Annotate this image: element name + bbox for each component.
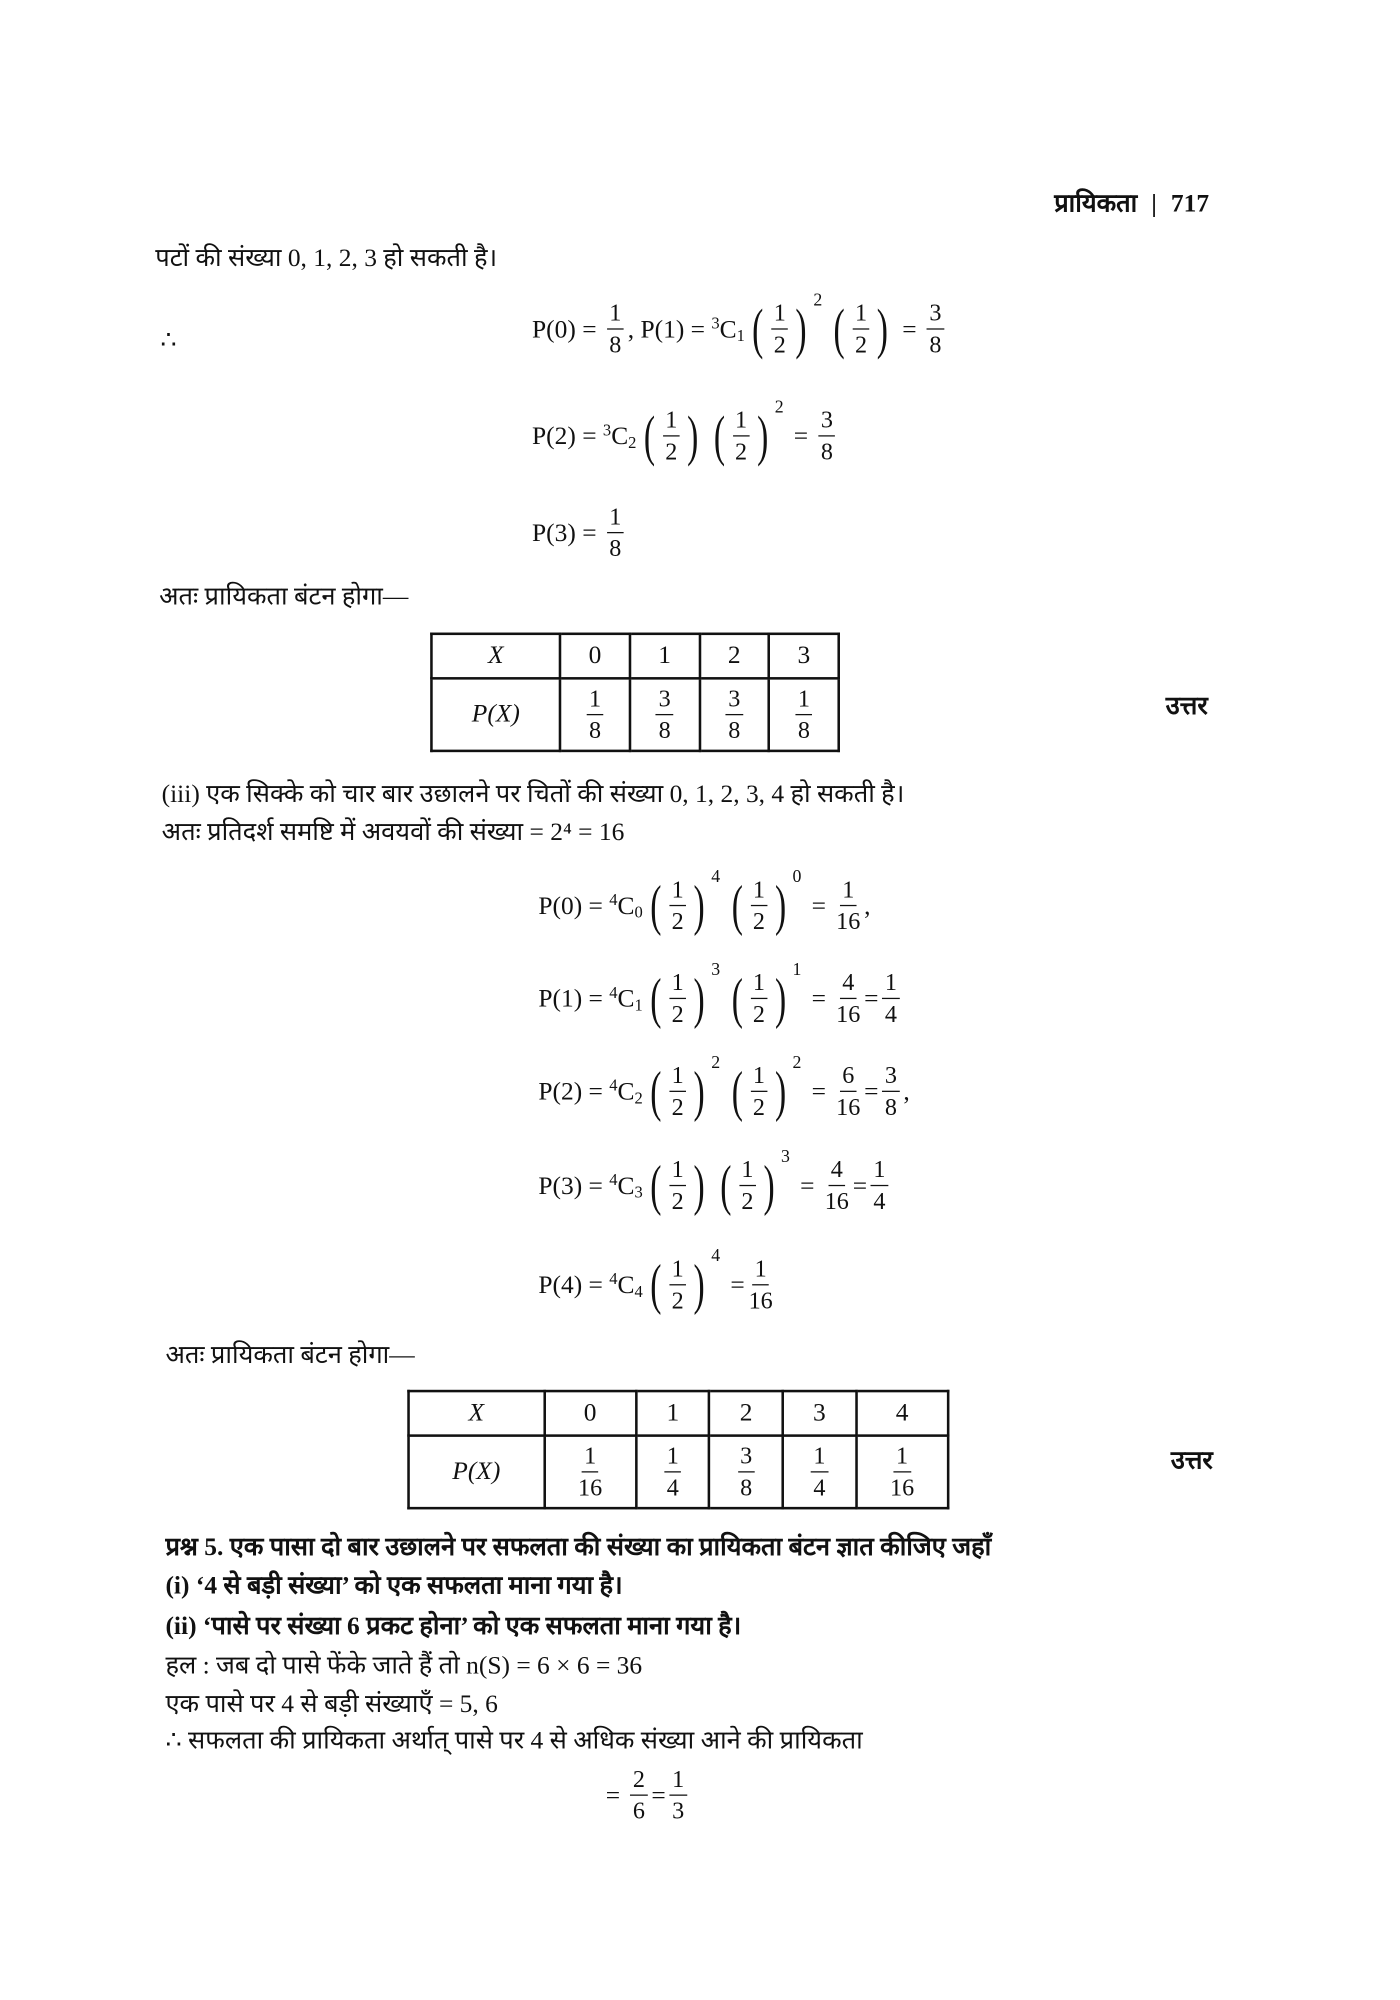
equation: [538, 867, 871, 941]
numerator: 1: [670, 1768, 687, 1796]
denominator: 6: [632, 1798, 645, 1826]
numerator: 1: [739, 1158, 756, 1186]
fraction: [811, 1444, 828, 1500]
table-probability-row: [409, 1436, 949, 1509]
math-text: P(1) =: [538, 984, 610, 1013]
superscript: 4: [609, 1169, 618, 1189]
subscript: 3: [634, 1182, 643, 1202]
fraction: [836, 971, 860, 1027]
denominator: 8: [820, 439, 833, 466]
right-paren: ): [795, 297, 808, 361]
denominator: 4: [873, 1188, 886, 1216]
math-text: P(0) =: [531, 314, 603, 343]
parenthesized-fraction: [728, 867, 802, 937]
subscript: 2: [628, 432, 637, 452]
probability-table-2: [407, 1390, 949, 1510]
right-paren: ): [693, 967, 706, 1030]
parenthesized-fraction: [749, 291, 823, 361]
left-paren: (: [650, 967, 662, 1030]
fraction: [738, 1444, 755, 1500]
math-text: C: [617, 984, 635, 1013]
probability-cell: [544, 1436, 636, 1509]
denominator: 16: [836, 1001, 861, 1029]
solution-line: एक पासे पर 4 से बड़ी संख्याएँ = 5, 6: [165, 1690, 498, 1719]
parenthesized-fraction: [647, 1053, 721, 1123]
x-value-cell: 1: [630, 634, 700, 679]
numerator: 1: [795, 687, 812, 715]
right-paren: ): [693, 874, 706, 937]
therefore-symbol: ∴: [160, 327, 177, 356]
fraction: [669, 878, 686, 934]
denominator: 2: [671, 1094, 684, 1122]
answer-label: उत्तर: [1165, 692, 1208, 721]
math-text: =: [852, 1171, 868, 1200]
denominator: 2: [752, 1094, 765, 1122]
exponent: 2: [774, 398, 784, 418]
denominator: 8: [588, 717, 602, 744]
fraction: [836, 1064, 860, 1120]
right-paren: ): [687, 404, 699, 468]
right-paren: ): [775, 1060, 787, 1123]
fraction: [630, 1768, 647, 1824]
subscript: 1: [634, 995, 643, 1015]
solution-line: हल : जब दो पासे फेंके जाते हैं तो n(S) = 6 × 6 = 36: [165, 1651, 643, 1680]
math-text: P(3) =: [531, 518, 603, 547]
equation: [538, 960, 903, 1034]
left-paren: (: [731, 1060, 743, 1123]
denominator: 16: [748, 1287, 773, 1315]
subscript: 4: [634, 1281, 643, 1301]
numerator: 1: [663, 409, 680, 437]
equation: [606, 1761, 691, 1830]
numerator: 1: [750, 971, 767, 999]
math-text: =: [805, 984, 833, 1013]
x-value-cell: 3: [783, 1391, 856, 1436]
fraction: [739, 1158, 756, 1214]
math-text: =: [793, 1171, 821, 1200]
right-paren: ): [877, 297, 889, 361]
math-text: C: [617, 1171, 635, 1200]
exponent: 0: [792, 867, 802, 888]
parenthesized-fraction: [647, 960, 721, 1030]
math-text: =: [864, 1077, 879, 1106]
parenthesized-fraction: [647, 867, 721, 937]
numerator: 1: [752, 1257, 769, 1285]
probability-cell: [560, 678, 630, 751]
chapter-title: प्रायिकता: [1054, 189, 1138, 218]
parenthesized-fraction: [728, 1053, 802, 1123]
right-paren: ): [693, 1253, 706, 1316]
denominator: 8: [797, 717, 810, 744]
numerator: 1: [732, 409, 749, 437]
table-probability-row: [431, 678, 838, 751]
equation: [532, 499, 628, 568]
fraction: [836, 878, 860, 934]
fraction: [607, 505, 624, 561]
probability-cell: [856, 1436, 948, 1509]
numerator: 3: [818, 409, 835, 437]
denominator: 4: [666, 1474, 679, 1502]
denominator: 3: [672, 1798, 685, 1826]
equation: [531, 291, 948, 364]
denominator: 2: [741, 1188, 754, 1216]
px-label-cell: P(X): [431, 678, 560, 751]
equation: [538, 1053, 910, 1127]
fraction: [607, 302, 624, 358]
numerator: 6: [840, 1064, 857, 1092]
fraction: [882, 1064, 899, 1120]
parenthesized-fraction: [710, 398, 784, 468]
left-paren: (: [650, 1060, 662, 1123]
table-header-row: [431, 634, 838, 679]
fraction: [726, 687, 743, 743]
denominator: 16: [824, 1188, 849, 1216]
left-paren: (: [713, 404, 725, 468]
subscript: 1: [736, 325, 745, 345]
math-text: C: [617, 1077, 635, 1106]
question-5-part-ii: (ii) ‘पासे पर संख्या 6 प्रकट होना’ को एक सफलता माना गया है।: [165, 1612, 742, 1641]
subscript: 2: [634, 1088, 643, 1108]
fraction: [890, 1444, 914, 1500]
left-paren: (: [833, 297, 845, 361]
exponent: 3: [781, 1147, 790, 1168]
right-paren: ): [757, 404, 769, 468]
text-line: अतः प्रतिदर्श समष्टि में अवयवों की संख्या = 2⁴ = 16: [161, 818, 625, 847]
right-paren: ): [775, 967, 787, 1030]
right-paren: ): [763, 1154, 775, 1217]
math-text: =: [724, 1270, 745, 1299]
numerator: 3: [656, 687, 673, 715]
exponent: 3: [711, 960, 721, 980]
fraction: [750, 878, 767, 934]
text-line: पटों की संख्या 0, 1, 2, 3 हो सकती है।: [155, 244, 498, 273]
denominator: 16: [836, 1094, 861, 1122]
fraction: [586, 687, 603, 743]
probability-cell: [630, 678, 700, 751]
numerator: 4: [828, 1158, 845, 1186]
denominator: 2: [671, 908, 684, 936]
numerator: 1: [811, 1444, 828, 1472]
numerator: 1: [840, 878, 857, 906]
left-paren: (: [643, 404, 656, 468]
exponent: 2: [711, 1053, 721, 1073]
numerator: 1: [607, 302, 624, 330]
exponent: 2: [813, 291, 823, 311]
math-text: , P(1) =: [627, 314, 712, 343]
numerator: 3: [738, 1444, 755, 1472]
denominator: 2: [773, 332, 786, 359]
denominator: 8: [929, 332, 942, 359]
denominator: 4: [813, 1474, 826, 1502]
numerator: 3: [882, 1064, 899, 1092]
numerator: 1: [582, 1444, 599, 1472]
equation: [538, 1247, 776, 1320]
question-5-part-i: (i) ‘4 से बड़ी संख्या’ को एक सफलता माना गया है।: [165, 1571, 623, 1600]
parenthesized-fraction: [640, 404, 702, 468]
left-paren: (: [720, 1154, 732, 1217]
equation: [538, 1147, 892, 1221]
numerator: 1: [669, 1257, 686, 1285]
fraction: [795, 687, 812, 743]
fraction: [852, 302, 869, 358]
right-paren: ): [775, 874, 787, 937]
parenthesized-fraction: [647, 1154, 709, 1217]
math-text: C: [617, 1270, 635, 1299]
numerator: 1: [871, 1158, 888, 1186]
header-separator: |: [1151, 189, 1157, 218]
math-text: =: [805, 1077, 833, 1106]
x-value-cell: 0: [560, 634, 630, 679]
fraction: [656, 687, 673, 743]
probability-cell: [699, 678, 769, 751]
probability-cell: [709, 1436, 782, 1509]
math-text: C: [617, 891, 635, 920]
fraction: [749, 1257, 773, 1313]
fraction: [750, 971, 767, 1027]
fraction: [750, 1064, 767, 1120]
x-value-cell: 0: [544, 1391, 636, 1436]
right-paren: ): [693, 1154, 706, 1217]
math-text: =: [605, 1781, 627, 1810]
denominator: 2: [854, 332, 868, 359]
numerator: 3: [726, 687, 743, 715]
x-label-cell: X: [431, 634, 560, 679]
exponent: 1: [792, 960, 802, 980]
text-line: (iii) एक सिक्के को चार बार उछालने पर चितों की संख्या 0, 1, 2, 3, 4 हो सकती है।: [161, 780, 905, 809]
numerator: 1: [669, 971, 686, 999]
left-paren: (: [731, 967, 743, 1030]
denominator: 4: [884, 1001, 897, 1029]
numerator: 1: [750, 1064, 767, 1092]
left-paren: (: [731, 874, 743, 937]
subscript: 0: [634, 902, 643, 922]
math-text: P(2) =: [531, 421, 603, 450]
probability-cell: [636, 1436, 709, 1509]
fraction: [927, 302, 944, 358]
parenthesized-fraction: [716, 1147, 790, 1217]
numerator: 1: [852, 302, 869, 330]
fraction: [669, 1257, 686, 1313]
fraction: [663, 409, 680, 465]
left-paren: (: [752, 297, 764, 361]
numerator: 1: [882, 971, 899, 999]
denominator: 16: [890, 1474, 915, 1502]
numerator: 3: [927, 302, 944, 330]
x-value-cell: 2: [709, 1391, 782, 1436]
math-text: =: [787, 421, 815, 450]
math-text: =: [864, 984, 879, 1013]
equation: [531, 398, 839, 471]
exponent: 2: [792, 1053, 802, 1073]
fraction: [732, 409, 749, 465]
left-paren: (: [650, 874, 662, 937]
running-header: [1054, 185, 1209, 219]
math-text: =: [651, 1781, 666, 1810]
fraction: [664, 1444, 681, 1500]
table-header-row: [409, 1391, 949, 1436]
math-text: P(3) =: [538, 1171, 610, 1200]
fraction: [669, 971, 686, 1027]
superscript: 4: [609, 889, 618, 909]
math-text: C: [611, 421, 629, 450]
math-text: P(4) =: [538, 1270, 610, 1299]
denominator: 2: [671, 1287, 684, 1315]
fraction: [825, 1158, 849, 1214]
text-line: अतः प्रायिकता बंटन होगा—: [159, 582, 409, 611]
fraction: [670, 1768, 687, 1824]
math-text: P(0) =: [538, 891, 610, 920]
probability-cell: [769, 678, 839, 751]
denominator: 8: [609, 535, 622, 563]
parenthesized-fraction: [728, 960, 802, 1030]
denominator: 2: [752, 1001, 765, 1029]
left-paren: (: [650, 1154, 662, 1217]
denominator: 8: [728, 717, 741, 744]
math-text: =: [805, 891, 833, 920]
numerator: 1: [669, 1064, 686, 1092]
math-text: =: [895, 314, 923, 343]
fraction: [882, 971, 899, 1027]
numerator: 1: [771, 302, 788, 330]
fraction: [818, 409, 835, 465]
px-label-cell: P(X): [409, 1436, 545, 1509]
denominator: 2: [735, 439, 748, 466]
denominator: 2: [671, 1001, 684, 1029]
math-text: ,: [864, 891, 871, 920]
left-paren: (: [650, 1253, 662, 1316]
numerator: 1: [750, 878, 767, 906]
numerator: 1: [664, 1444, 681, 1472]
numerator: 1: [607, 505, 624, 533]
denominator: 16: [578, 1474, 603, 1502]
superscript: 4: [609, 982, 618, 1002]
math-text: P(2) =: [538, 1077, 610, 1106]
denominator: 16: [836, 908, 861, 936]
numerator: 1: [669, 1158, 686, 1186]
exponent: 4: [711, 1247, 721, 1267]
fraction: [578, 1444, 602, 1500]
denominator: 8: [740, 1474, 753, 1502]
text-line: अतः प्रायिकता बंटन होगा—: [165, 1341, 415, 1370]
math-text: C: [719, 314, 737, 343]
denominator: 8: [658, 717, 671, 744]
x-value-cell: 1: [636, 1391, 709, 1436]
parenthesized-fraction: [647, 1247, 721, 1316]
right-paren: ): [693, 1060, 706, 1123]
solution-line: ∴ सफलता की प्रायिकता अर्थात् पासे पर 4 से अधिक संख्या आने की प्रायिकता: [165, 1727, 863, 1756]
numerator: 1: [894, 1444, 911, 1472]
denominator: 2: [752, 908, 765, 936]
numerator: 1: [669, 878, 686, 906]
x-label-cell: X: [409, 1391, 545, 1436]
x-value-cell: 4: [856, 1391, 948, 1436]
denominator: 2: [671, 1188, 684, 1216]
page-number: 717: [1170, 189, 1210, 218]
x-value-cell: 2: [699, 634, 769, 679]
math-text: ,: [903, 1077, 910, 1106]
exponent: 4: [711, 867, 721, 888]
fraction: [771, 302, 788, 358]
denominator: 2: [665, 439, 678, 466]
superscript: 4: [609, 1075, 618, 1095]
probability-cell: [783, 1436, 856, 1509]
question-5-heading: प्रश्न 5. एक पासा दो बार उछालने पर सफलता की संख्या का प्रायिकता बंटन ज्ञात कीजिए जहाँ: [165, 1533, 992, 1562]
answer-label: उत्तर: [1170, 1447, 1213, 1476]
fraction: [669, 1158, 686, 1214]
parenthesized-fraction: [830, 297, 892, 361]
numerator: 4: [840, 971, 857, 999]
superscript: 4: [609, 1268, 618, 1288]
denominator: 8: [609, 332, 622, 359]
fraction: [871, 1158, 888, 1214]
probability-table-1: [430, 633, 840, 753]
numerator: 1: [586, 687, 603, 715]
numerator: 2: [630, 1768, 647, 1796]
fraction: [669, 1064, 686, 1120]
x-value-cell: 3: [769, 634, 839, 679]
denominator: 8: [884, 1094, 897, 1122]
superscript: 3: [711, 313, 720, 333]
superscript: 3: [602, 419, 612, 440]
